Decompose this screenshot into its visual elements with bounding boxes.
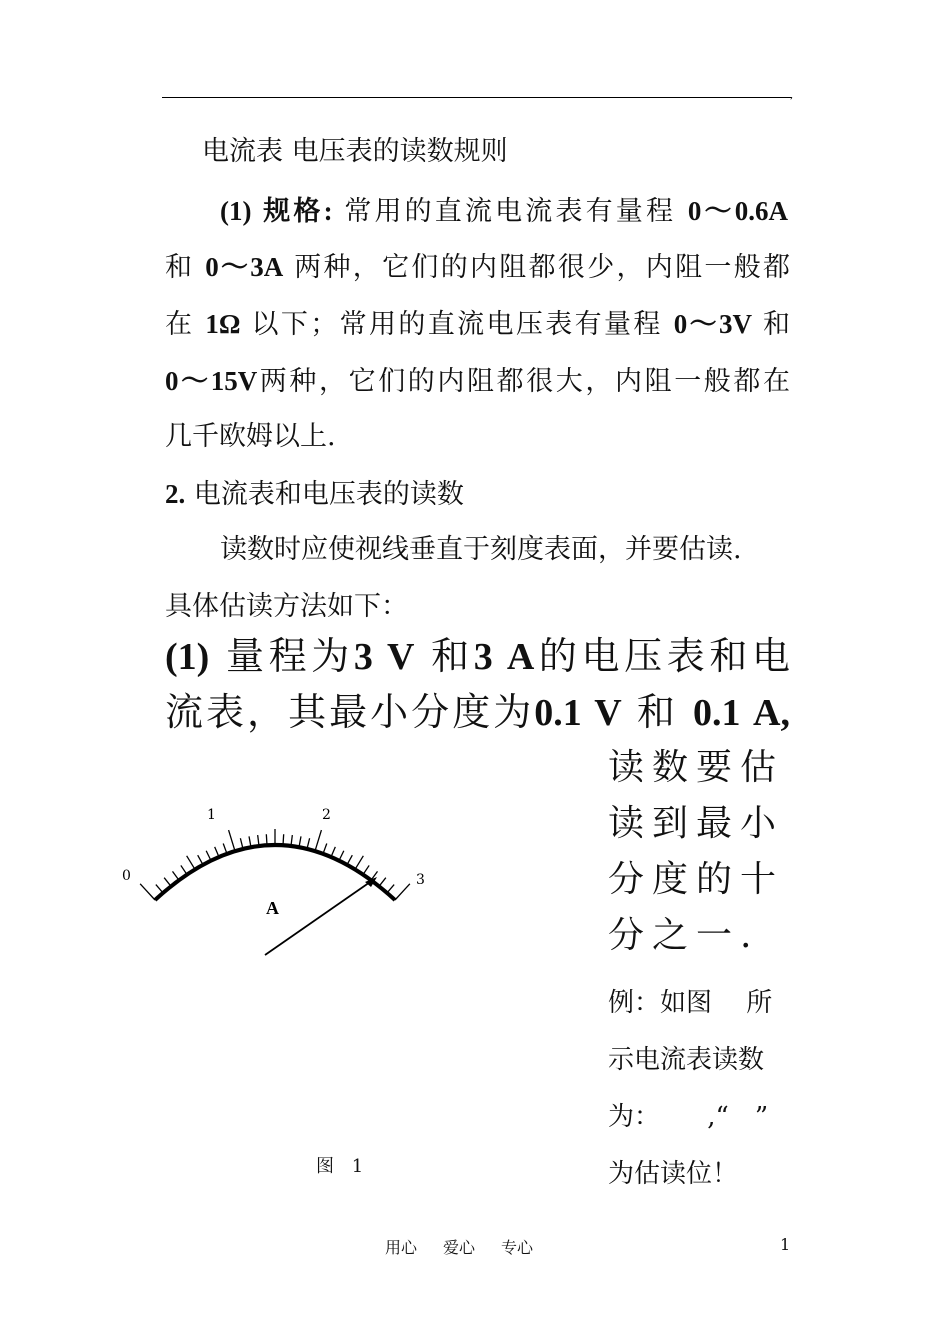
tick-label-2: 2 [322, 807, 331, 823]
dial-tick [355, 856, 363, 870]
spec-label: 规格: [263, 196, 333, 226]
spec-text-2b: 两种，它们的内阻都很少，内阻一般都 [294, 252, 791, 283]
section-2-heading [165, 479, 790, 510]
figure-caption: 图 1 [316, 1156, 370, 1177]
dial-tick [363, 865, 369, 874]
dial-tick [283, 834, 284, 845]
example-line-4: 为估读位！ [608, 1159, 739, 1189]
dial-tick [223, 843, 227, 853]
dial-tick [339, 851, 344, 861]
spec-line-1 [220, 196, 788, 227]
spec-line-4 [165, 366, 790, 397]
dial-tick [229, 830, 235, 851]
right-big-line-4: 分之一. [608, 915, 760, 956]
dial-tick [140, 884, 155, 900]
big-rule-number: (1) [165, 636, 210, 678]
spec-line-3 [165, 309, 790, 340]
spec-text-4: 两种，它们的内阻都很大，内阻一般都在 [257, 366, 791, 397]
dial-tick [387, 885, 394, 893]
footer-item-2: 爱心 [443, 1238, 476, 1257]
example-line-3: 为： ,“ ” [608, 1102, 769, 1132]
spec-text-3c: 和 [763, 309, 790, 340]
spec-range-4: 0～15V [165, 366, 258, 396]
spec-line-2 [165, 252, 790, 283]
dial-tick [206, 851, 211, 861]
dial-tick [156, 885, 163, 893]
big-rule-3v: 3 V [353, 636, 415, 678]
big-rule-01a: 0.1 A, [692, 692, 790, 734]
page-title: 电流表 电压表的读数规则 [202, 136, 508, 167]
dial-tick [315, 830, 321, 851]
big-rule-text-e: 的电压表和电 [534, 634, 790, 678]
dial-tick [323, 843, 327, 853]
spec-text-2a: 和 [165, 252, 195, 283]
dial-ticks [140, 829, 410, 900]
example-line-1: 例：如图 所 [608, 988, 773, 1018]
big-rule-text-2c: 和 [636, 690, 678, 734]
right-big-line-1: 读数要估 [608, 747, 785, 788]
big-rule-01v: 0.1 V [534, 692, 622, 734]
dial-arc [155, 845, 395, 900]
header-mark: , [790, 90, 794, 101]
spec-text-3a: 在 [165, 309, 195, 340]
dial-tick [181, 865, 187, 874]
dial-tick [395, 884, 410, 900]
spec-range-1: 0～0.6A [687, 196, 788, 226]
dial-tick [379, 878, 386, 887]
spec-resistance: 1Ω [205, 309, 241, 339]
spec-number: (1) [220, 196, 252, 226]
big-rule-text-2a: 流表，其最小分度为 [165, 690, 535, 734]
dial-tick [215, 847, 219, 857]
needle [265, 880, 373, 955]
big-rule-line-1 [165, 634, 790, 679]
right-big-line-3: 分度的十 [608, 859, 785, 900]
spec-range-3: 0～3V [673, 309, 753, 339]
dial-tick [172, 871, 179, 880]
tick-label-1: 1 [207, 807, 216, 823]
spec-text-3b: 以下；常用的直流电压表有量程 [251, 309, 663, 340]
spec-range-2: 0～3A [205, 252, 284, 282]
dial-tick [187, 856, 195, 870]
tick-label-0: 0 [122, 868, 131, 884]
big-rule-text-a: 量程为 [226, 634, 354, 678]
big-rule-line-2 [165, 690, 790, 735]
dial-tick [198, 855, 203, 865]
spec-text-1: 常用的直流电流表有量程 [344, 196, 677, 227]
right-big-line-2: 读到最小 [608, 803, 785, 844]
dial-tick [266, 834, 267, 845]
page-number: 1 [780, 1235, 791, 1254]
reading-paragraph-line-2: 具体估读方法如下： [165, 591, 408, 622]
big-rule-text-c: 和 [431, 634, 474, 678]
example-line-2: 示电流表读数 [608, 1045, 765, 1075]
dial-tick [347, 855, 352, 865]
header-rule [162, 97, 792, 98]
section-2-number: 2. [165, 479, 186, 509]
footer-item-1: 用心 [385, 1238, 418, 1257]
spec-line-5: 几千欧姆以上. [165, 421, 336, 452]
dial-tick [331, 847, 335, 857]
tick-label-3: 3 [416, 872, 425, 888]
section-2-title: 电流表和电压表的读数 [193, 479, 464, 510]
meter-label: A [266, 898, 279, 918]
ammeter-diagram [115, 790, 445, 970]
reading-paragraph-line-1: 读数时应使视线垂直于刻度表面，并要估读. [220, 534, 742, 565]
dial-tick [164, 878, 171, 887]
big-rule-3a: 3 A [473, 636, 535, 678]
footer-item-3: 专心 [501, 1238, 534, 1257]
